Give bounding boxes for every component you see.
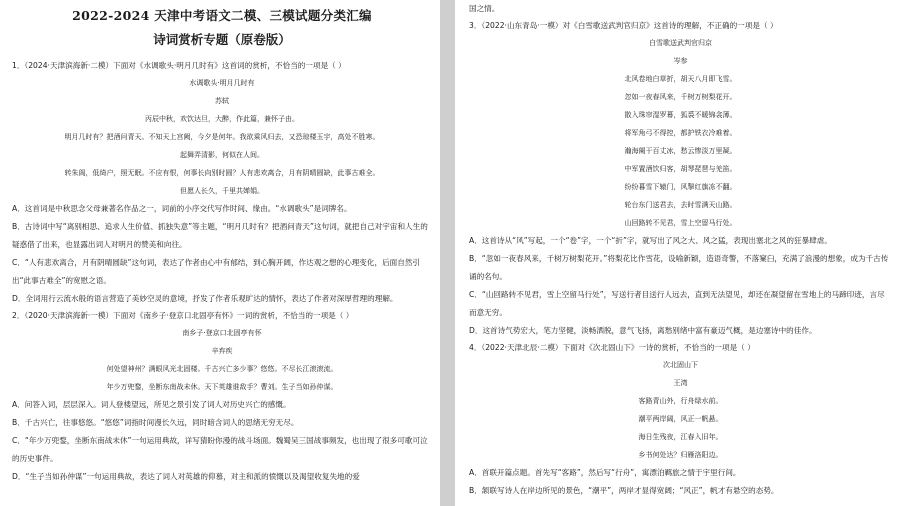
poem-line: 纷纷暮雪下辕门，风掣红旗冻不翻。 [624, 183, 737, 191]
document-page-left [0, 0, 440, 506]
poem-author: 辛弃疾 [211, 347, 233, 355]
poem-title: 白雪歌送武判官归京 [649, 39, 712, 47]
option-b: B．千古兴亡，往事悠悠。“悠悠”词指时间漫长久远，同时暗含词人的思绪无穷无尽。 [12, 418, 299, 427]
page-gutter [440, 0, 455, 506]
poem-line: 何处望神州？满眼风光北固楼。千古兴亡多少事？悠悠。不尽长江滚滚流。 [106, 365, 338, 373]
document-subtitle: 诗词赏析专题（原卷版） [153, 32, 291, 47]
poem-author: 苏轼 [215, 97, 229, 105]
question-3 [469, 18, 892, 340]
continued-text: 国之情。 [469, 4, 500, 13]
poem-line: 忽如一夜春风来，千树万树梨花开。 [624, 93, 737, 101]
option-c: C．“年少万兜鍪，坐断东南战未休”一句运用典故，详写猜盼你漫的战斗场面。魏蜀吴三国战事频发，也出现了很多可歌可泣的历史事件。 [12, 436, 428, 463]
question-stem: 3．（2022·山东青岛·一模）对《白雪歌送武判官归京》这首诗的理解，不正确的一项是（ ） [469, 21, 778, 30]
document-title: 2022-2024 天津中考语文二模、三模试题分类汇编 [72, 8, 372, 23]
question-stem: 4．（2022·天津北辰·二模）下面对《次北固山下》一诗的赏析，不恰当的一项是（ ） [469, 343, 755, 352]
poem-author: 岑参 [673, 57, 688, 65]
poem-line: 中军置酒饮归客，胡琴琵琶与羌笛。 [624, 165, 737, 173]
option-b: B．颔联写诗人在岸边所见的景色，“潮平”，两岸才显得宽阔；“风正”，帆才有悬空的态势。 [469, 486, 779, 495]
poem-line: 山回路转不见君，雪上空留马行处。 [624, 219, 737, 227]
poem-line: 轮台东门送君去，去时雪满天山路。 [624, 201, 737, 209]
poem-line: 但愿人长久，千里共婵娟。 [180, 187, 264, 195]
option-d: D．“生子当如孙仲谋”一句运用典故，表达了词人对英雄的仰慕，对主和派的愤慨以及渴望收复失地的爱 [12, 472, 360, 481]
poem-title: 水调歌头·明月几时有 [189, 79, 255, 87]
poem-line: 年少万兜鍪，坐断东南战未休。天下英雄谁敌手？曹刘。生子当如孙仲谋。 [106, 383, 338, 391]
poem-line: 客路青山外，行舟绿水前。 [638, 397, 723, 405]
option-d: D．这首诗气势宏大，笔力坚健，淡畅洒脱，意气飞扬，离愁别绪中富有豪迈气概，是边塞诗中的佳作。 [469, 326, 817, 335]
question-1 [12, 58, 432, 308]
option-a: A．这首诗从“风”写起，一个“卷”字，一个“折”字，就写出了风之大、风之猛，表现出塞北之风的狂暴肆虐。 [469, 236, 832, 245]
option-b: B．“忽如一夜春风来，千树万树梨花开。”将梨花比作雪花，设喻新颖，造语奇警，不落窠臼，充满了浪漫的想象，成为千古传诵的名句。 [469, 254, 889, 281]
option-d: D．全词用行云流水般的语言营造了美妙空灵的意境，抒发了作者乐观旷达的情怀，表达了作者对深厚哲理的理解。 [12, 294, 398, 303]
poem-line: 将军角弓不得控，都护铁衣冷难着。 [624, 129, 737, 137]
question-stem: 2．（2020·天津滨海新·一模）下面对《南乡子·登京口北固亭有怀》一词的赏析，不恰当的一项是（ ） [12, 311, 354, 320]
poem-line: 乡书何处达？归雁洛阳边。 [638, 451, 723, 459]
poem-line: 明月几时有？把酒问青天。不知天上宫阙，今夕是何年。我欲乘风归去，又恐琼楼玉宇，高处不胜寒。 [64, 133, 380, 141]
poem-line: 潮平两岸阔，风正一帆悬。 [638, 415, 723, 423]
question-4 [469, 340, 892, 500]
option-a: A．首联开篇点题。首先写“客路”，然后写“行舟”，寓漂泊羁旅之情于宇里行间。 [469, 468, 741, 477]
poem-author: 王湾 [673, 379, 688, 387]
poem-title: 南乡子·登京口北固亭有怀 [182, 329, 262, 337]
document-page-right [455, 0, 900, 506]
poem-line: 丙辰中秋，欢饮达旦，大醉，作此篇，兼怀子由。 [145, 115, 299, 123]
option-b: B．古诗词中写“离别相思、追求人生价值、抓独失意”等主题，“明月几时有？把酒问青天”这句词，就把自己对宇宙和人生的疑惑借了出来，也显露出词人对明月的赞美和向往。 [12, 222, 428, 249]
option-c: C．“山回路转不见君，雪上空留马行处”，写送行者目送行人远去，直到无法望见，却还在凝望留在雪地上的马蹄印迹，言尽而意无穷。 [469, 290, 885, 317]
option-a: A．这首词是中秋思念父母兼著名作品之一，词前的小序交代写作时间、缘由。“水调歌头”是词牌名。 [12, 204, 352, 213]
poem-line: 瀚海阑干百丈冰，愁云惨淡万里凝。 [624, 147, 737, 155]
poem-line: 散入珠帘湿罗幕，狐裘不暖锦衾薄。 [624, 111, 737, 119]
option-c: C．“人有悲欢离合，月有阴晴圆缺”这句词，表达了作者由心中有郁结，到心胸开阔，作达观之想的心理变化，后面自然引出“此事古难全”的宽慰之语。 [12, 258, 421, 285]
option-a: A．问答入词，层层深入。词人登楼望远，所见之景引发了词人对历史兴亡的感慨。 [12, 400, 291, 409]
poem-line: 北风卷地白草折，胡天八月即飞雪。 [624, 75, 737, 83]
question-2 [12, 308, 432, 486]
poem-line: 起舞弄清影，何似在人间。 [180, 151, 264, 159]
poem-line: 海日生残夜，江春入旧年。 [638, 433, 723, 441]
question-stem: 1．（2024·天津滨海新·二模）下面对《水调歌头·明月几时有》这首词的赏析，不恰当的一项是（ ） [12, 61, 346, 70]
poem-line: 转朱阁，低绮户，照无眠。不应有恨，何事长向别时圆？人有悲欢离合，月有阴晴圆缺，此事古难全。 [64, 169, 380, 177]
poem-title: 次北固山下 [663, 361, 698, 369]
